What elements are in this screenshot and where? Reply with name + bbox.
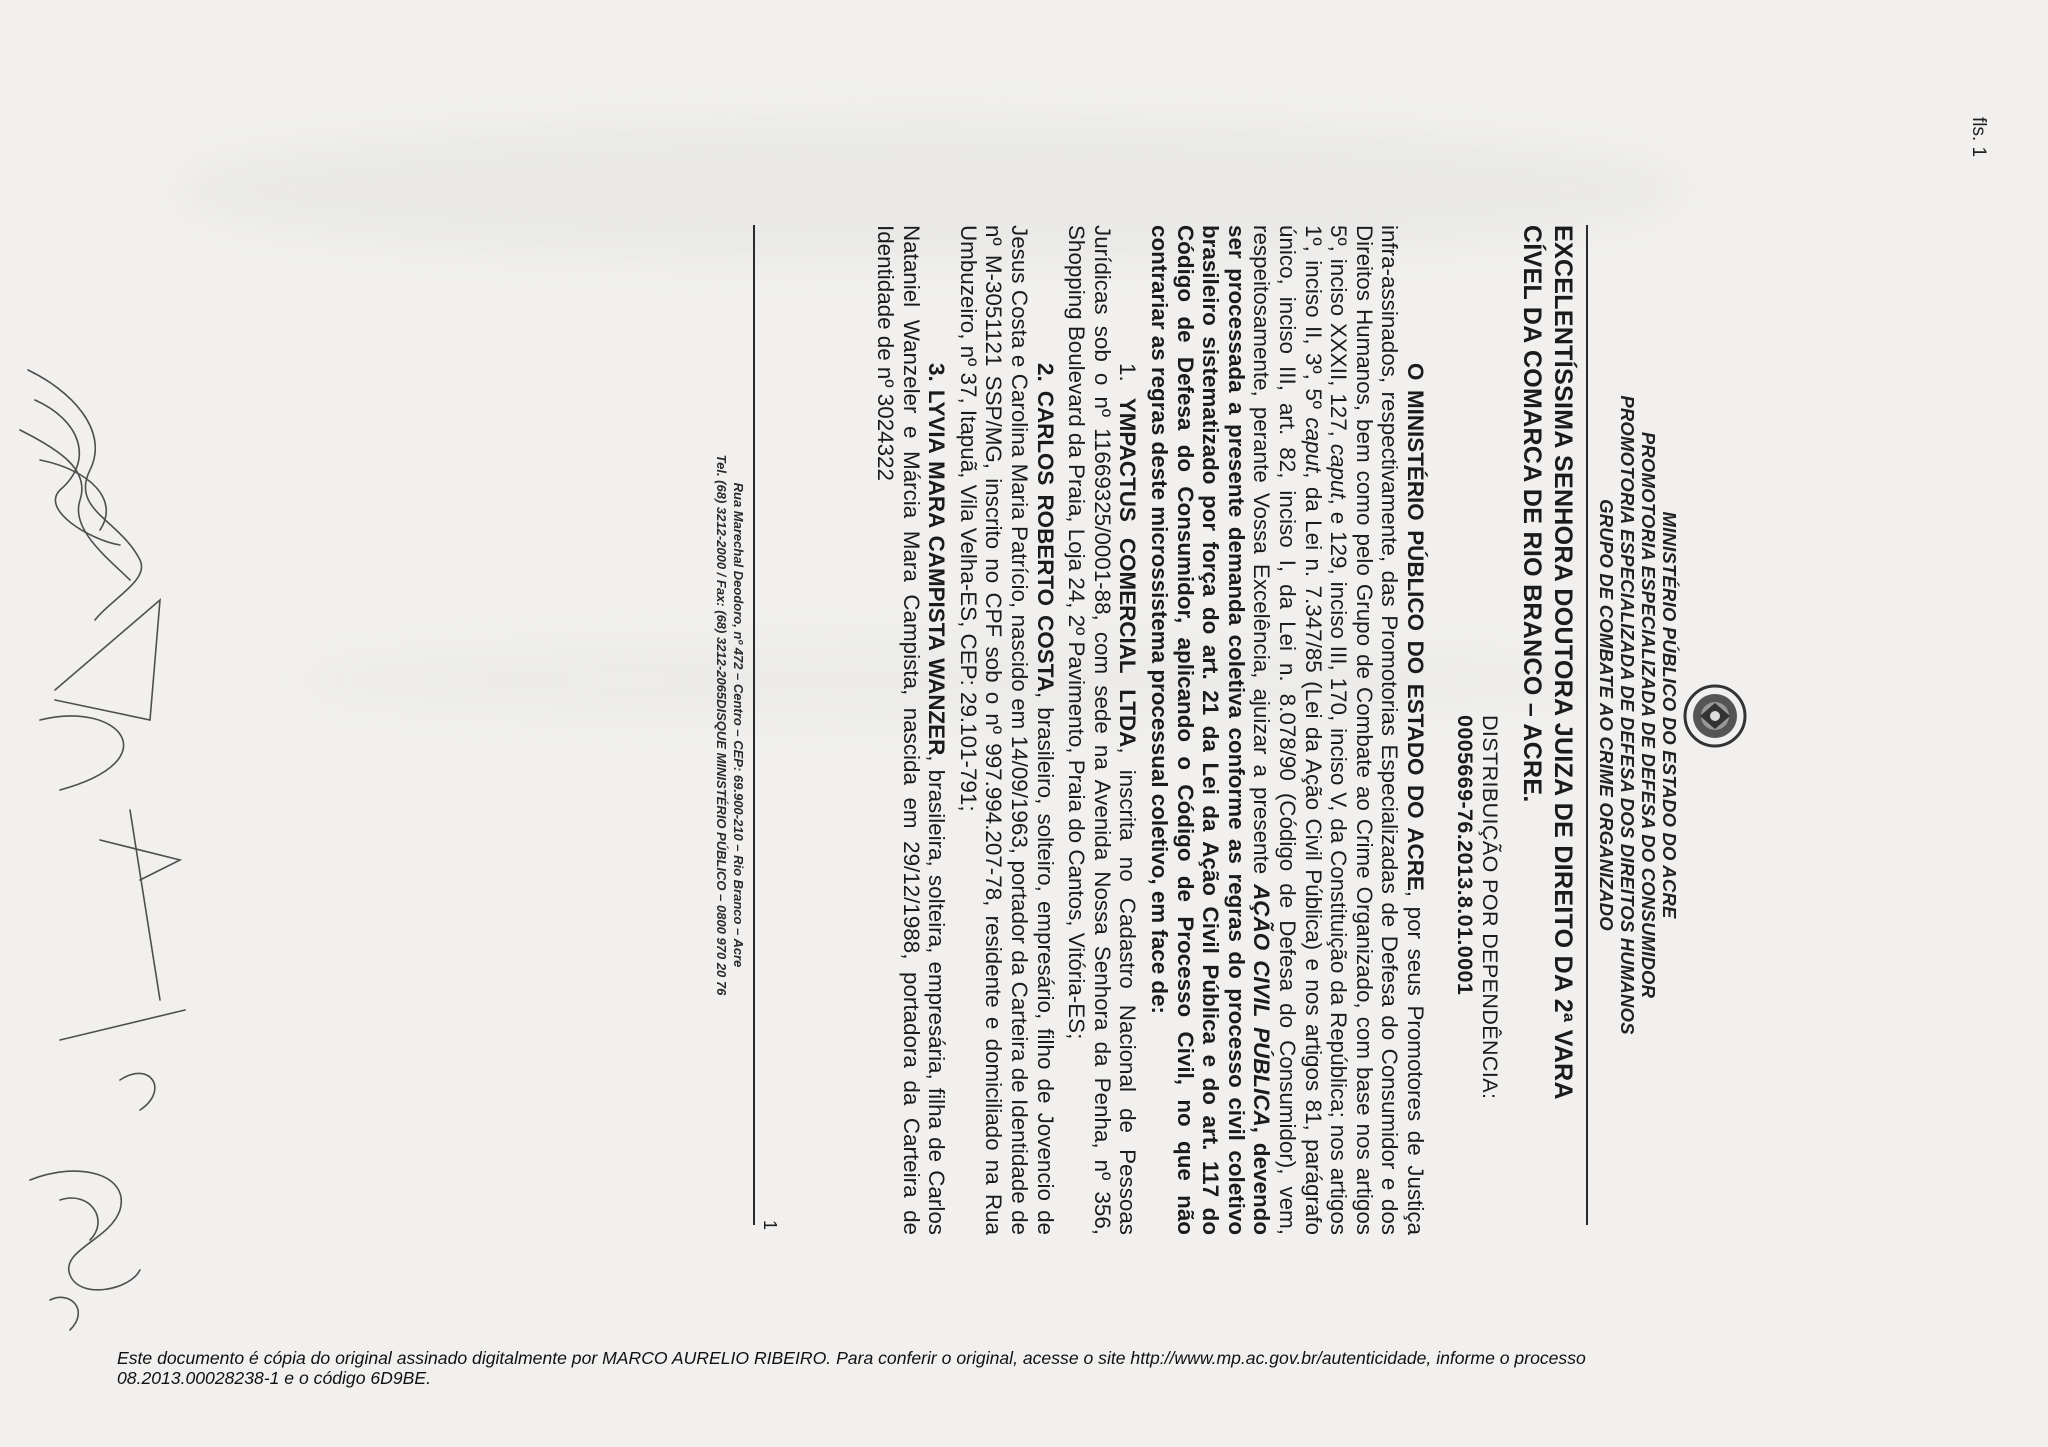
page-number: 1 xyxy=(760,1220,780,1231)
authenticity-line-2: 08.2013.00028238-1 e o código 6D9BE. xyxy=(117,1368,432,1388)
page-folio-label: fls. 1 xyxy=(1968,116,1990,158)
header-line-2: PROMOTORIA ESPECIALIZADA DE DEFESA DO CONSUMIDOR xyxy=(1638,431,1659,999)
addressee-line-2: CÍVEL DA COMARCA DE RIO BRANCO – ACRE. xyxy=(1518,225,1546,803)
authenticity-notice xyxy=(117,1348,1837,1388)
defendant-2-name: CARLOS ROBERTO COSTA xyxy=(1032,390,1058,692)
addressee-line-1: EXCELENTÍSSIMA SENHORA DOUTORA JUIZA DE DIREITO DA 2ª VARA xyxy=(1549,225,1577,1100)
distribution-label: DISTRIBUIÇÃO POR DEPENDÊNCIA: xyxy=(1478,715,1502,1100)
intro-paragraph: O MINISTÉRIO PÚBLICO DO ESTADO DO ACRE, por seus Promotores de Justiça infra-assinados, respectivamente, das Promotorias Especializadas de Defesa do Consumidor e dos Direitos Humanos, bem como pelo Grupo de Combate ao Crime Organizado, com base nos artigos 5º, inciso XXXII, 127, caput, e 129, inciso III, 170, inciso V, da Constituição da República; nos artigos 1º, inciso II, 3º, 5º caput, da Lei n. 7.347/85 (Lei da Ação Civil Pública) e nos artigos 81, parágrafo único, inciso III, art. 82, inciso I, da Lei n. 8.078/90 (Código de Defesa do Consumidor), vem, respeitosamente, perante Vossa Excelência, ajuizar a presente AÇÃO CIVIL PÚBLICA, devendo ser processada a presente demanda coletiva conforme as regras do processo civil coletivo brasileiro sistematizado por força do art. 21 da Lei da Ação Civil Pública e do art. 117 do Código de Defesa do Consumidor, aplicando o Código de Processo Civil, no que não contrariar as regras deste microssistema processual coletivo, em face de: xyxy=(1147,225,1428,1235)
footer-line-2: Tel. (68) 3212-2000 / Fax: (68) 3212-2065DISQUE MINISTÉRIO PÚBLICO – 0800 970 20 76 xyxy=(714,454,729,996)
defendant-3-paragraph: 3. LYVIA MARA CAMPISTA WANZER, brasileira, solteira, empresária, filha de Carlos Nataniel Wanzeler e Márcia Mara Campista, nascida em 29/12/1988, portadora da Carteira de Identidade de nº 3024322 xyxy=(873,225,950,1235)
authenticity-line-1: Este documento é cópia do original assinado digitalmente por MARCO AURELIO RIBEIRO. Para conferir o original, acesse o site http://www.mp.ac.gov.br/autenticidade, informe o processo xyxy=(117,1348,1586,1368)
header-line-4: GRUPO DE COMBATE AO CRIME ORGANIZADO xyxy=(1596,499,1617,931)
header-line-3: PROMOTORIA ESPECIALIZADA DE DEFESA DOS DIREITOS HUMANOS xyxy=(1617,395,1638,1035)
defendant-1-paragraph: 1. YMPACTUS COMERCIAL LTDA, inscrita no Cadastro Nacional de Pessoas Jurídicas sob o nº 11669325/0001-88, com sede na Avenida Nossa Senhora da Penha, nº 356, Shopping Boulevard da Praia, Loja 24, 2º Pavimento, Praia do Cantos, Vitória-ES; xyxy=(1064,225,1141,1235)
case-number: 0005669-76.2013.8.01.0001 xyxy=(1453,715,1477,996)
defendant-3-name: LYVIA MARA CAMPISTA WANZER xyxy=(924,389,950,756)
plaintiff-name: O MINISTÉRIO PÚBLICO DO ESTADO DO ACRE xyxy=(1403,363,1428,891)
defendant-2-paragraph: 2. CARLOS ROBERTO COSTA, brasileiro, solteiro, empresário, filho de Jovencio de Jesus Costa e Carolina Maria Patrício, nascido em 14/09/1963, portador da Carteira de Identidade de nº M-3051121 SSP/MG, inscrito no CPF sob o nº 997.994.207-78, residente e domiciliado na Rua Umbuzeiro, nº 37, Itapuã, Vila Velha-ES, CEP: 29.101-791; xyxy=(955,225,1058,1235)
header-line-1: MINISTÉRIO PÚBLICO DO ESTADO DO ACRE xyxy=(1659,511,1680,919)
defendant-1-name: YMPACTUS COMERCIAL LTDA xyxy=(1115,397,1141,748)
footer-line-1: Rua Marechal Deodoro, nº 472 – Centro – CEP: 69.900-210 – Rio Branco – Acre xyxy=(731,482,746,968)
action-type: AÇÃO CIVIL PÚBLICA xyxy=(1249,884,1275,1127)
